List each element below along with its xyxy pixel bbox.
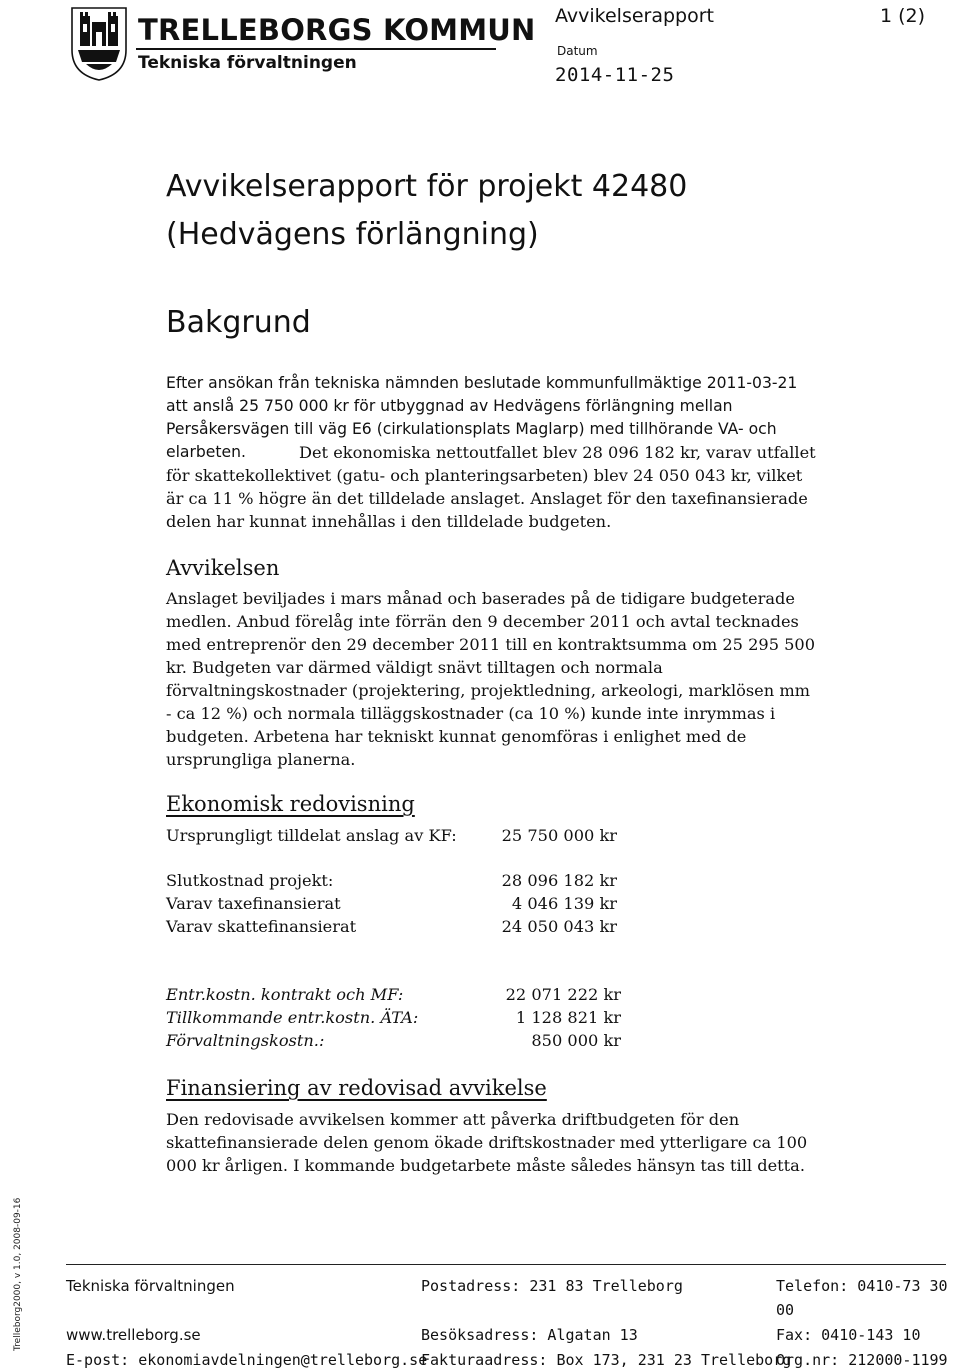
section-heading-avvikelsen: Avvikelsen — [166, 556, 280, 580]
page-number: 1 (2) — [880, 5, 926, 27]
cost-label: Förvaltningskostn.: — [166, 1031, 325, 1050]
footer-phone-continued: 00 — [776, 1301, 795, 1319]
paragraph-avvikelsen: Anslaget beviljades i mars månad och baserades på de tidigare budgeterade medlen. Anbud förelåg inte förrän den 9 december 2011 och avtal tecknades med entreprenör den 29 december 2011 till en kontraktsumma om 25 295 500 kr. Budgeten var därmed väldigt snävt tilltagen och normala förvaltningskostnader (projektering, projektledning, arkeologi, marklösen mm - ca 12 %) och normala tilläggskostnader (ca 10 %) kunde inte inrymmas i budgeten. Arbetena har tekniskt kunnat genomföras i enlighet med de ursprungliga planerna. — [166, 589, 816, 769]
cost-label: Tillkommande entr.kostn. ÄTA: — [166, 1008, 419, 1027]
cost-label: Entr.kostn. kontrakt och MF: — [166, 985, 404, 1004]
cost-value: 28 096 182 kr — [501, 871, 617, 890]
cost-row — [166, 826, 666, 849]
org-name: TRELLEBORGS KOMMUN — [138, 13, 536, 47]
header-divider — [136, 48, 496, 50]
cost-value: 850 000 kr — [531, 1031, 621, 1050]
date-value: 2014-11-25 — [555, 64, 675, 86]
footer-invoice-address: Fakturaadress: Box 173, 231 23 Trelleborg — [421, 1351, 792, 1369]
template-version-note: Trelleborg2000, v 1.0, 2008-09-16 — [13, 1197, 23, 1351]
footer-department: Tekniska förvaltningen — [66, 1277, 235, 1295]
cost-row — [166, 1031, 666, 1054]
cost-value: 25 750 000 kr — [501, 826, 617, 845]
cost-row — [166, 871, 666, 894]
section-heading-ekonomisk: Ekonomisk redovisning — [166, 792, 415, 816]
cost-value: 22 071 222 kr — [505, 985, 621, 1004]
section-heading-finansiering: Finansiering av redovisad avvikelse — [166, 1076, 547, 1100]
date-label: Datum — [557, 44, 598, 58]
footer-email-link[interactable]: E-post: ekonomiavdelningen@trelleborg.se — [66, 1351, 428, 1369]
paragraph-bakgrund-1: Efter ansökan från tekniska nämnden beslutade kommunfullmäktige 2011-03-21 att anslå 25 750 000 kr för utbyggnad av Hedvägens förlängning mellan Persåkersvägen till väg E6 (cirkulationsplats Maglarp) med tillhörande VA- och elarbeten. — [166, 374, 798, 461]
footer-phone: Telefon: 0410-73 30 — [776, 1277, 948, 1295]
cost-row — [166, 985, 666, 1008]
footer-org-number: Org.nr: 212000-1199 — [776, 1351, 948, 1369]
org-department: Tekniska förvaltningen — [138, 53, 357, 73]
footer-website-link[interactable]: www.trelleborg.se — [66, 1326, 201, 1344]
footer-visit-address: Besöksadress: Algatan 13 — [421, 1326, 638, 1344]
footer-fax: Fax: 0410-143 10 — [776, 1326, 921, 1344]
cost-value: 1 128 821 kr — [515, 1008, 621, 1027]
paragraph-finansiering: Den redovisade avvikelsen kommer att påverka driftbudgeten för den skattefinansierade delen genom ökade driftskostnader med ytterligare ca 100 000 kr årligen. I kommande budgetarbete måste således hänsyn tas till detta. — [166, 1110, 808, 1175]
cost-value: 4 046 139 kr — [511, 894, 617, 913]
cost-row — [166, 1008, 666, 1031]
cost-row — [166, 894, 666, 917]
document-title: Avvikelserapport för projekt 42480 (Hedvägens förlängning) — [166, 169, 688, 252]
footer-postal-address: Postadress: 231 83 Trelleborg — [421, 1277, 683, 1295]
footer-divider — [66, 1264, 946, 1265]
paragraph-bakgrund-2: Det ekonomiska nettoutfallet blev 28 096 182 kr, varav utfallet för skattekollektivet (gatu- och planteringsarbeten) blev 24 050 043 kr, vilket är ca 11 % högre än det tilldelade anslaget. Anslaget för den taxefinansierade delen har kunnat innehållas i den tilldelade budgeten. — [166, 443, 816, 531]
cost-label: Varav taxefinansierat — [166, 894, 341, 913]
cost-label: Ursprungligt tilldelat anslag av KF: — [166, 826, 457, 845]
section-heading-bakgrund: Bakgrund — [166, 305, 311, 340]
cost-row — [166, 917, 666, 940]
cost-value: 24 050 043 kr — [501, 917, 617, 936]
cost-label: Varav skattefinansierat — [166, 917, 357, 936]
cost-label: Slutkostnad projekt: — [166, 871, 334, 890]
document-type: Avvikelserapport — [555, 5, 714, 27]
